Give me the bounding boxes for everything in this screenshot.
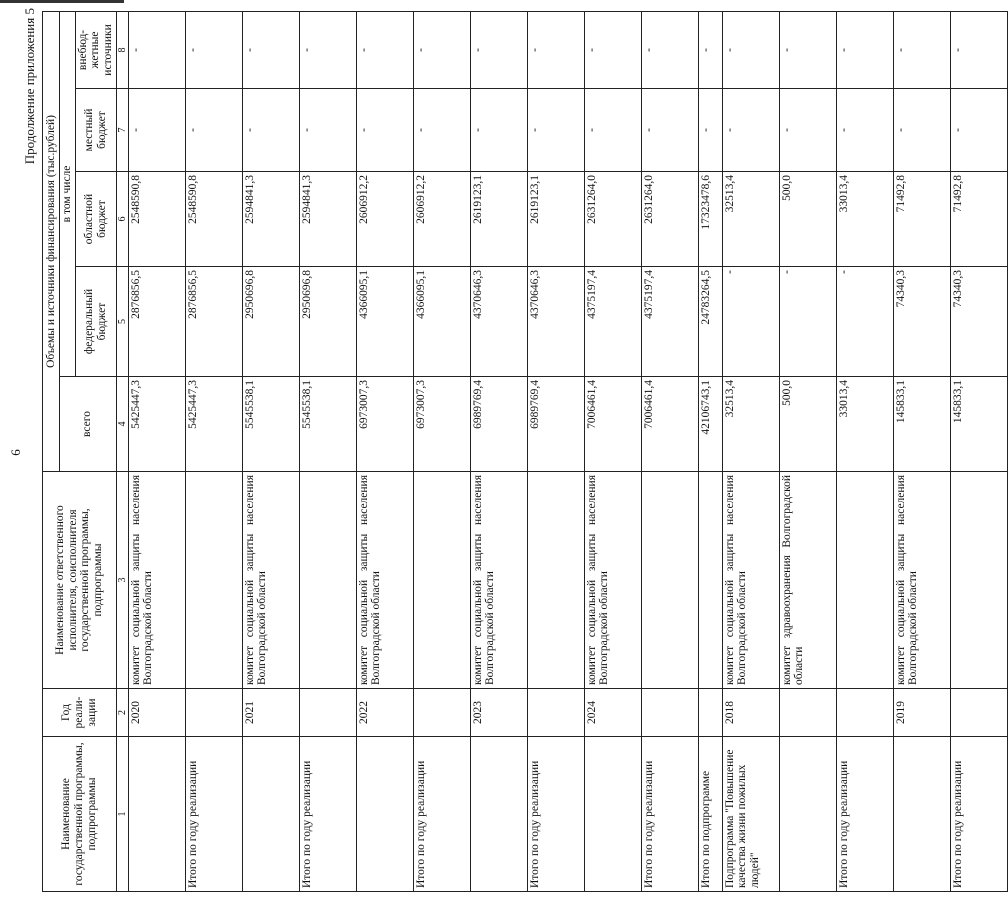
cell-year: 2018 [722,689,779,737]
cell-executor: комитет социальной защиты населения Волгоградской области [242,472,299,689]
column-number: 4 [116,377,128,472]
cell-local: - [413,89,470,172]
table-row [128,11,185,891]
cell-federal: 2950696,8 [242,267,299,377]
table-row [356,11,413,891]
cell-regional: 33013,4 [836,172,893,267]
cell-name [242,737,299,892]
cell-local: - [242,89,299,172]
cell-executor: комитет социальной защиты населения Волгоградской области [470,472,527,689]
cell-local: - [779,89,836,172]
column-number: 5 [116,267,128,377]
cell-executor: комитет социальной защиты населения Волгоградской области [722,472,779,689]
header-name: Наименование государственной программы, подпрограммы [43,737,117,892]
table-row [950,11,1007,891]
cell-extra: - [128,11,185,88]
cell-executor [836,472,893,689]
header-including: в том числе [60,11,76,376]
cell-total: 6989769,4 [470,377,527,472]
cell-name: Итого по году реализации [413,737,470,892]
cell-total: 500,0 [779,377,836,472]
cell-extra: - [836,11,893,88]
cell-executor: комитет социальной защиты населения Волгоградской области [128,472,185,689]
cell-federal: 4375197,4 [641,267,698,377]
cell-extra: - [299,11,356,88]
table-row [836,11,893,891]
cell-regional: 2631264,0 [584,172,641,267]
cell-regional: 2594841,3 [299,172,356,267]
header-financing: Объемы и источники финансирования (тыс.рублей) [43,11,60,471]
header-year: Год реали-зации [43,689,117,737]
cell-regional: 2619123,1 [470,172,527,267]
cell-local: - [950,89,1007,172]
table-row [893,11,950,891]
cell-regional: 2606912,2 [413,172,470,267]
cell-year [779,689,836,737]
cell-federal: 4375197,4 [584,267,641,377]
continuation-note: Продолжение приложения 5 [22,8,37,165]
cell-year: 2024 [584,689,641,737]
cell-extra: - [893,11,950,88]
cell-year: 2023 [470,689,527,737]
cell-year [299,689,356,737]
cell-regional: 17323478,6 [698,172,722,267]
cell-name [128,737,185,892]
cell-regional: 500,0 [779,172,836,267]
cell-year: 2019 [893,689,950,737]
cell-federal: 4366095,1 [413,267,470,377]
cell-regional: 2631264,0 [641,172,698,267]
cell-name: Итого по году реализации [641,737,698,892]
column-number: 7 [116,89,128,172]
cell-federal: 2876856,5 [128,267,185,377]
table-row [641,11,698,891]
table-row [527,11,584,891]
cell-year [185,689,242,737]
table-row [185,11,242,891]
cell-local: - [185,89,242,172]
cell-name [470,737,527,892]
cell-federal: 74340,3 [950,267,1007,377]
cell-name: Итого по году реализации [299,737,356,892]
table-row [698,11,722,891]
cell-regional: 32513,4 [722,172,779,267]
cell-name [356,737,413,892]
cell-extra: - [185,11,242,88]
table-row [584,11,641,891]
cell-federal: 74340,3 [893,267,950,377]
cell-executor [641,472,698,689]
cell-total: 6973007,3 [356,377,413,472]
cell-name: Итого по году реализации [185,737,242,892]
cell-executor [950,472,1007,689]
cell-name: Итого по году реализации [836,737,893,892]
cell-regional: 2619123,1 [527,172,584,267]
cell-total: 145833,1 [893,377,950,472]
cell-federal: 4370646,3 [527,267,584,377]
cell-name: Итого по году реализации [950,737,1007,892]
cell-year: 2020 [128,689,185,737]
cell-federal: 2950696,8 [299,267,356,377]
cell-executor: комитет здравоохранения Волгоградской области [779,472,836,689]
cell-local: - [584,89,641,172]
cell-regional: 2548590,8 [185,172,242,267]
column-number: 2 [116,689,128,737]
cell-year [698,689,722,737]
cell-local: - [128,89,185,172]
table-body [128,11,1007,891]
cell-executor: комитет социальной защиты населения Волгоградской области [893,472,950,689]
cell-year [950,689,1007,737]
table-row [470,11,527,891]
cell-executor [299,472,356,689]
cell-extra: - [779,11,836,88]
cell-executor: комитет социальной защиты населения Волгоградской области [584,472,641,689]
cell-local: - [641,89,698,172]
cell-regional: 2606912,2 [356,172,413,267]
cell-year [413,689,470,737]
cell-federal: 4370646,3 [470,267,527,377]
cell-total: 32513,4 [722,377,779,472]
table-row [722,11,779,891]
cell-extra: - [470,11,527,88]
header-local: местный бюджет [75,89,116,172]
cell-total: 5545538,1 [299,377,356,472]
cell-name: Подпрограмма "Повышение качества жизни пожилых людей" [722,737,779,892]
cell-total: 42106743,1 [698,377,722,472]
cell-total: 5425447,3 [128,377,185,472]
cell-year [836,689,893,737]
column-number: 8 [116,11,128,88]
cell-name [779,737,836,892]
cell-local: - [893,89,950,172]
cell-name: Итого по году реализации [527,737,584,892]
cell-federal: - [836,267,893,377]
cell-executor [698,472,722,689]
cell-total: 5545538,1 [242,377,299,472]
financing-table [42,11,1008,892]
cell-executor [413,472,470,689]
header-regional: областной бюджет [75,172,116,267]
cell-extra: - [722,11,779,88]
cell-total: 5425447,3 [185,377,242,472]
cell-extra: - [584,11,641,88]
column-number: 6 [116,172,128,267]
cell-extra: - [641,11,698,88]
cell-name [584,737,641,892]
cell-year [527,689,584,737]
table-row [299,11,356,891]
table-row [242,11,299,891]
cell-executor [527,472,584,689]
cell-executor [185,472,242,689]
cell-extra: - [527,11,584,88]
cell-local: - [470,89,527,172]
cell-extra: - [950,11,1007,88]
cell-total: 6973007,3 [413,377,470,472]
cell-year: 2022 [356,689,413,737]
cell-name [893,737,950,892]
cell-federal: 4366095,1 [356,267,413,377]
cell-local: - [299,89,356,172]
cell-local: - [527,89,584,172]
cell-local: - [836,89,893,172]
cell-federal: - [779,267,836,377]
cell-local: - [698,89,722,172]
cell-regional: 71492,8 [950,172,1007,267]
table-row [779,11,836,891]
table-row [413,11,470,891]
cell-local: - [722,89,779,172]
cell-regional: 2594841,3 [242,172,299,267]
cell-extra: - [242,11,299,88]
cell-executor: комитет социальной защиты населения Волгоградской области [356,472,413,689]
cell-total: 33013,4 [836,377,893,472]
cell-federal: 2876856,5 [185,267,242,377]
cell-name: Итого по подпрограмме [698,737,722,892]
cell-extra: - [698,11,722,88]
column-number: 1 [116,737,128,892]
cell-total: 145833,1 [950,377,1007,472]
cell-year: 2021 [242,689,299,737]
cell-regional: 2548590,8 [128,172,185,267]
column-number: 3 [116,472,128,689]
cell-total: 6989769,4 [527,377,584,472]
page-number: 6 [8,449,23,456]
cell-regional: 71492,8 [893,172,950,267]
cell-total: 7006461,4 [584,377,641,472]
cell-total: 7006461,4 [641,377,698,472]
cell-federal: - [722,267,779,377]
cell-local: - [356,89,413,172]
header-total: всего [60,377,117,472]
cell-extra: - [356,11,413,88]
cell-year [641,689,698,737]
cell-extra: - [413,11,470,88]
header-federal: федеральный бюджет [75,267,116,377]
header-extra: внебюд-жетные источники [75,11,116,88]
cell-federal: 24783264,5 [698,267,722,377]
header-executor: Наименование ответственного исполнителя, соисполнителя государственной программы, подпрограммы [43,472,117,689]
